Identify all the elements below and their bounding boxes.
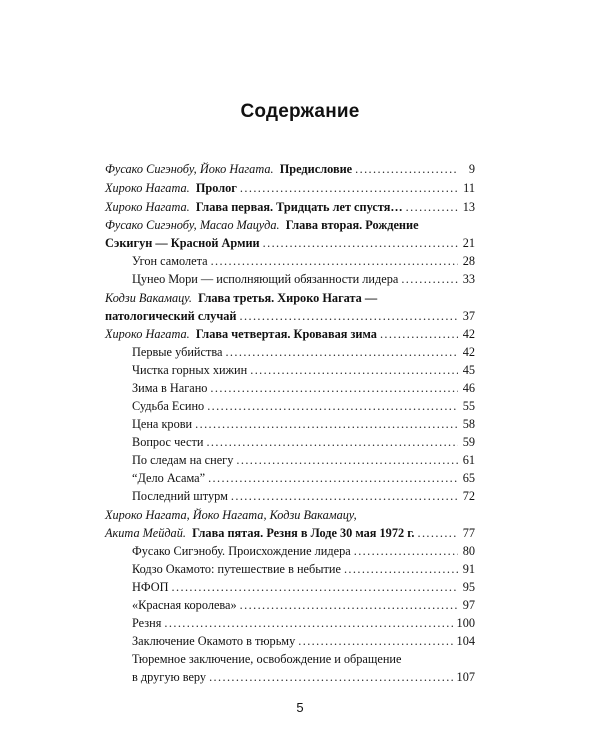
entry-page: 37: [462, 309, 475, 323]
leader-dots: [240, 597, 458, 614]
leader-dots: [206, 434, 458, 451]
leader-dots: [354, 543, 458, 560]
leader-dots: [355, 161, 458, 178]
entry-page: 42: [462, 345, 475, 359]
toc-subentry[interactable]: [132, 543, 475, 560]
entry-page: 91: [462, 562, 475, 576]
entry-author: Хироко Нагата.: [105, 200, 190, 214]
leader-dots: [380, 326, 458, 343]
entry-page: 77: [462, 526, 475, 540]
toc-entry-chapter-4[interactable]: [105, 326, 475, 343]
leader-dots: [263, 235, 458, 252]
entry-heading: Глава пятая. Резня в Лоде 30 мая 1972 г.: [192, 526, 415, 540]
toc-entry-chapter-5[interactable]: [105, 525, 475, 542]
entry-heading: Глава четвертая. Кровавая зима: [195, 327, 377, 341]
leader-dots: [250, 362, 458, 379]
leader-dots: [208, 470, 458, 487]
leader-dots: [401, 271, 458, 288]
toc-entry-chapter-1[interactable]: [105, 199, 475, 216]
toc-subentry[interactable]: [132, 416, 475, 433]
entry-heading-cont: Сэкигун — Красной Армии: [105, 236, 260, 250]
entry-author: Хироко Нагата.: [105, 181, 190, 195]
entry-page: 58: [462, 417, 475, 431]
subentry-title: Судьба Есино: [132, 399, 205, 413]
entry-page: 80: [462, 544, 475, 558]
entry-page: 9: [468, 162, 475, 176]
subentry-title: Последний штурм: [132, 489, 228, 503]
toc-entry-preface[interactable]: [105, 161, 475, 178]
entry-author: Фусако Сигэнобу, Масао Мацуда.: [105, 218, 280, 232]
entry-page: 65: [462, 471, 475, 485]
subentry-title: По следам на снегу: [132, 453, 234, 467]
toc-subentry[interactable]: [132, 470, 475, 487]
toc-entry-chapter-3[interactable]: [105, 290, 475, 307]
subentry-title: Вопрос чести: [132, 435, 204, 449]
entry-page: 45: [462, 363, 475, 377]
leader-dots: [211, 253, 458, 270]
toc-subentry[interactable]: [132, 271, 475, 288]
entry-page: 95: [462, 580, 475, 594]
subentry-title: “Дело Асама”: [132, 471, 206, 485]
subentry-title: Цена крови: [132, 417, 193, 431]
entry-page: 107: [456, 670, 475, 684]
subentry-title: Резня: [132, 616, 162, 630]
entry-page: 46: [462, 381, 475, 395]
entry-heading: Глава вторая. Рождение: [285, 218, 419, 232]
toc-entry-chapter-5-authors[interactable]: [105, 507, 475, 524]
toc-subentry[interactable]: [132, 362, 475, 379]
subentry-title: Фусако Сигэнобу. Происхождение лидера: [132, 544, 351, 558]
toc-subentry[interactable]: [132, 651, 475, 668]
entry-heading: Глава третья. Хироко Нагата —: [198, 291, 378, 305]
subentry-title: Заключение Окамото в тюрьму: [132, 634, 296, 648]
entry-author: Кодзи Вакамацу.: [105, 291, 192, 305]
leader-dots: [236, 452, 458, 469]
leader-dots: [164, 615, 453, 632]
toc-entry-prologue[interactable]: [105, 180, 475, 197]
leader-dots: [417, 525, 458, 542]
entry-author-cont: Акита Мейдай.: [105, 526, 186, 540]
page-title: Содержание: [240, 101, 360, 122]
toc-entry-chapter-2-cont[interactable]: [105, 235, 475, 252]
entry-page: 97: [462, 598, 475, 612]
toc-subentry[interactable]: [132, 452, 475, 469]
entry-page: 28: [462, 254, 475, 268]
toc-subentry[interactable]: [132, 253, 475, 270]
toc-subentry[interactable]: [132, 615, 475, 632]
entry-heading: Пролог: [195, 181, 237, 195]
leader-dots: [298, 633, 453, 650]
leader-dots: [240, 180, 458, 197]
entry-author: Фусако Сигэнобу, Йоко Нагата.: [105, 162, 274, 176]
toc-subentry[interactable]: [132, 561, 475, 578]
entry-page: 13: [462, 200, 475, 214]
entry-page: 33: [462, 272, 475, 286]
toc-subentry-cont[interactable]: [132, 669, 475, 686]
entry-page: 11: [463, 181, 475, 195]
toc-subentry[interactable]: [132, 597, 475, 614]
entry-page: 104: [456, 634, 475, 648]
subentry-title: Угон самолета: [132, 254, 208, 268]
leader-dots: [210, 380, 458, 397]
leader-dots: [240, 308, 458, 325]
toc-subentry[interactable]: [132, 488, 475, 505]
toc-subentry[interactable]: [132, 434, 475, 451]
subentry-title: Кодзо Окамото: путешествие в небытие: [132, 562, 341, 576]
entry-page: 100: [456, 616, 475, 630]
toc-subentry[interactable]: [132, 579, 475, 596]
subentry-title: Цунео Мори — исполняющий обязанности лидера: [132, 272, 399, 286]
subentry-title: Чистка горных хижин: [132, 363, 248, 377]
toc-entry-chapter-3-cont[interactable]: [105, 308, 475, 325]
entry-page: 21: [462, 236, 475, 250]
entry-page: 59: [462, 435, 475, 449]
leader-dots: [209, 669, 453, 686]
entry-page: 72: [462, 489, 475, 503]
subentry-title: Зима в Нагано: [132, 381, 208, 395]
leader-dots: [344, 561, 458, 578]
leader-dots: [231, 488, 458, 505]
leader-dots: [207, 398, 458, 415]
toc-subentry[interactable]: [132, 344, 475, 361]
entry-author: Хироко Нагата, Йоко Нагата, Кодзи Вакамацу,: [105, 508, 357, 522]
entry-page: 61: [462, 453, 475, 467]
entry-author: Хироко Нагата.: [105, 327, 190, 341]
entry-page: 42: [462, 327, 475, 341]
toc-subentry[interactable]: [132, 633, 475, 650]
entry-heading: Глава первая. Тридцать лет спустя…: [195, 200, 403, 214]
entry-heading-cont: патологический случай: [105, 309, 237, 323]
leader-dots: [406, 199, 458, 216]
entry-page: 55: [462, 399, 475, 413]
leader-dots: [172, 579, 458, 596]
entry-heading: Предисловие: [279, 162, 353, 176]
toc-subentry[interactable]: [132, 398, 475, 415]
toc-entry-chapter-2[interactable]: [105, 217, 475, 234]
leader-dots: [195, 416, 458, 433]
subentry-title: Первые убийства: [132, 345, 223, 359]
subentry-title-cont: в другую веру: [132, 670, 207, 684]
leader-dots: [225, 344, 458, 361]
toc-subentry[interactable]: [132, 380, 475, 397]
subentry-title: «Красная королева»: [132, 598, 237, 612]
page-number: 5: [296, 700, 304, 715]
subentry-title: Тюремное заключение, освобождение и обращение: [132, 652, 402, 666]
subentry-title: НФОП: [132, 580, 169, 594]
